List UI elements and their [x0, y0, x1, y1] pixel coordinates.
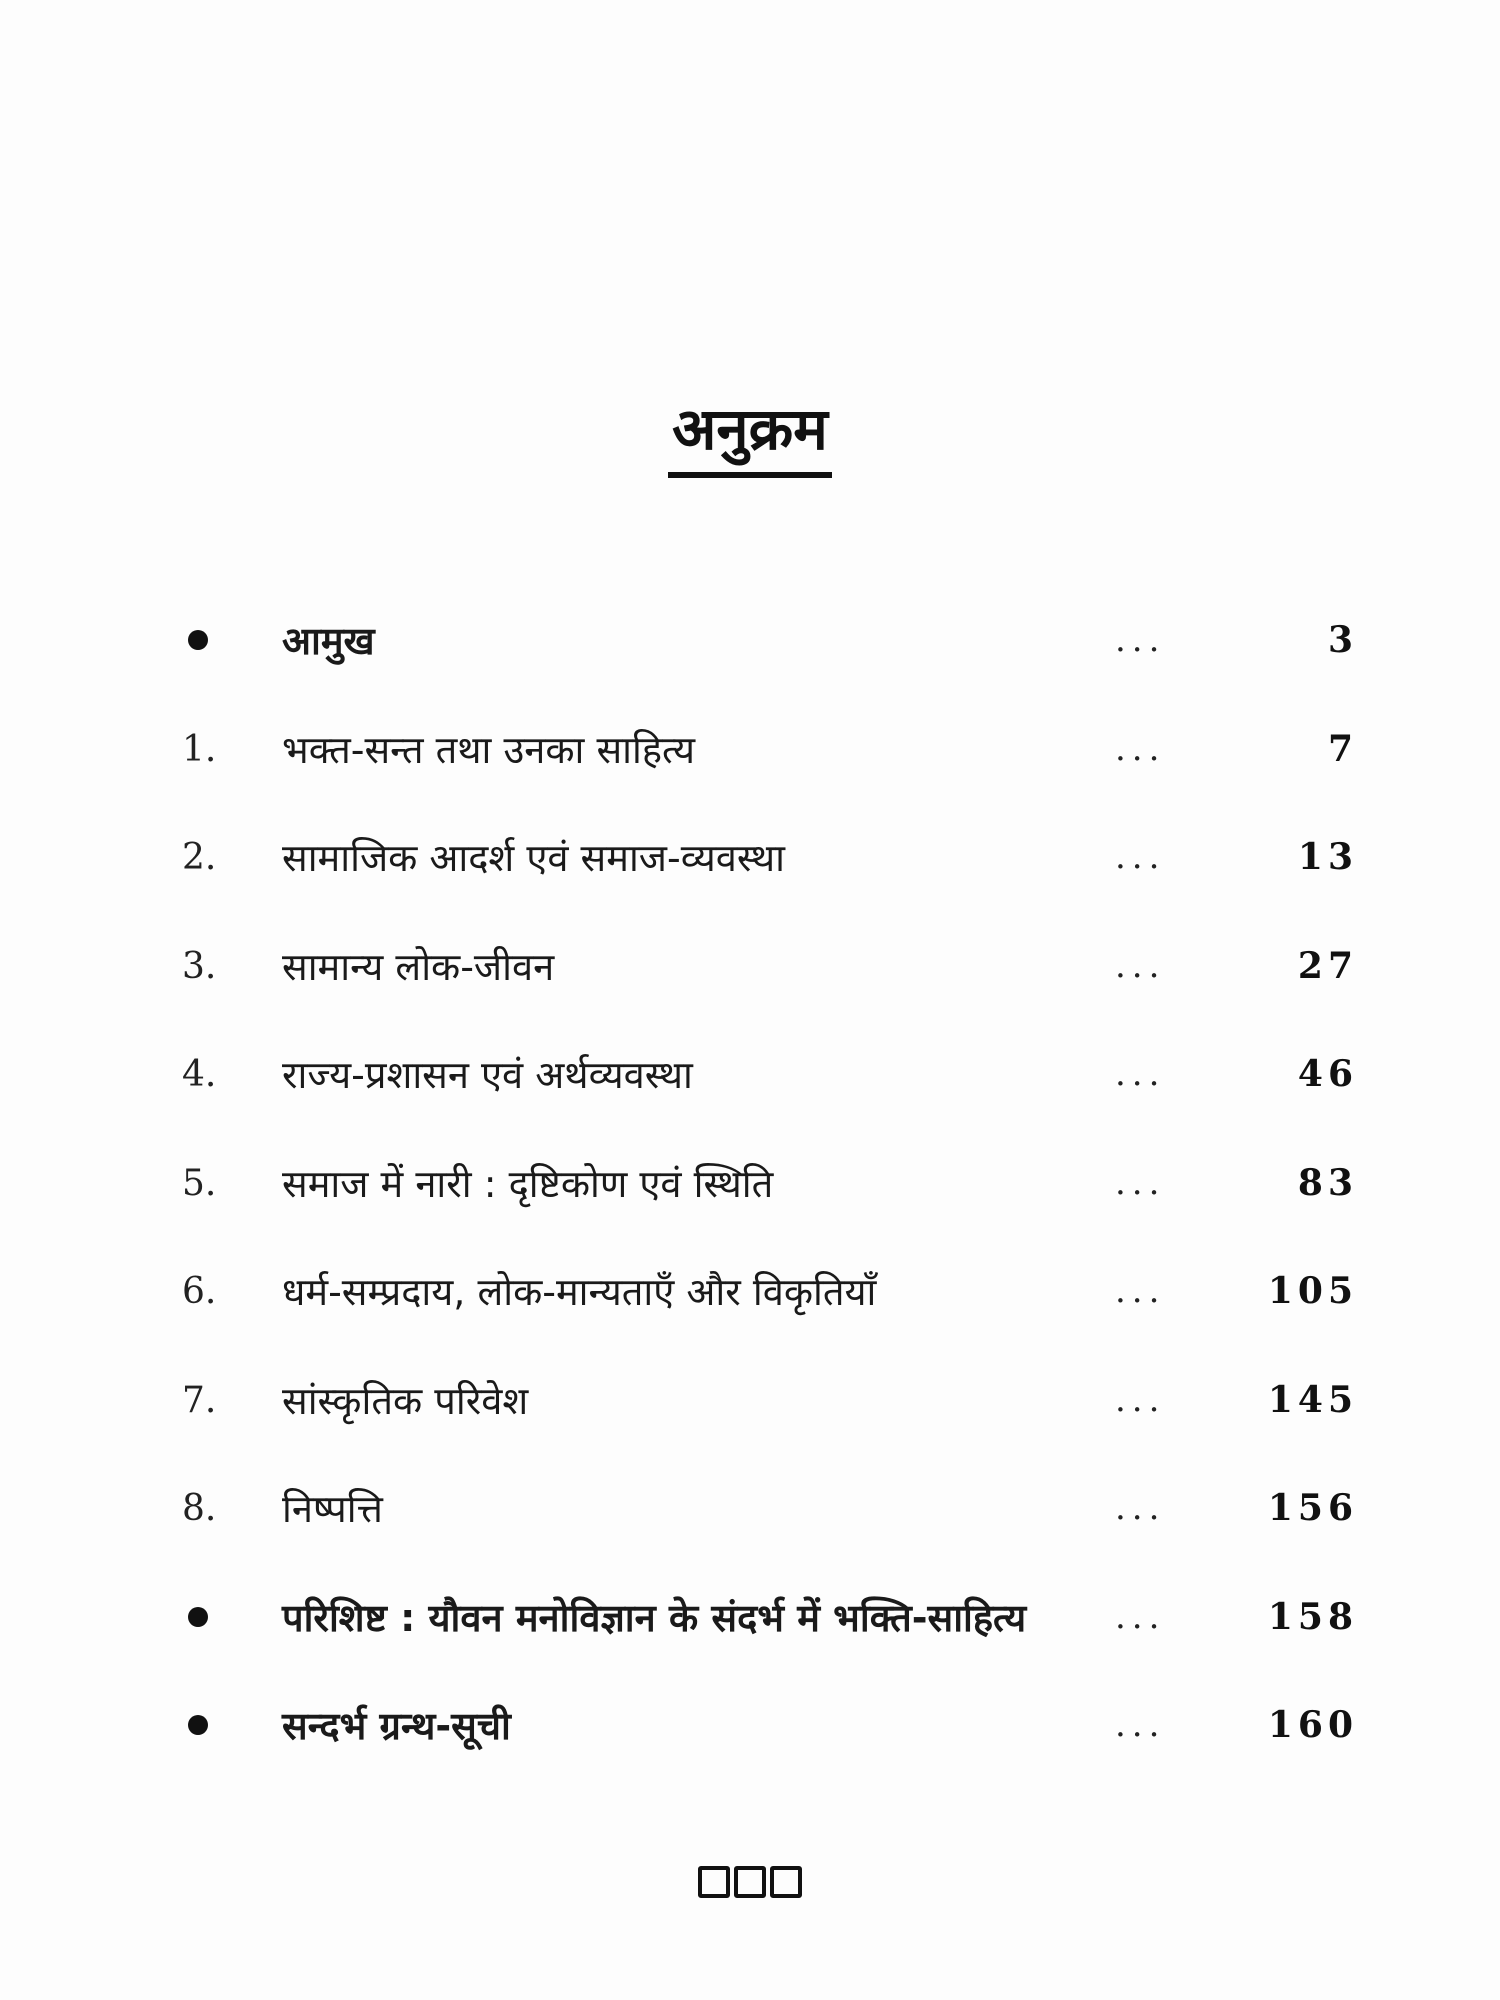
chapter-number: 6.: [182, 1270, 217, 1312]
end-box: [770, 1866, 802, 1898]
page-title: अनुक्रम: [668, 398, 832, 478]
toc-entry: [0, 1365, 1500, 1435]
toc-entry-title: सामाजिक आदर्श एवं समाज-व्यवस्था: [282, 836, 786, 880]
chapter-number: 7.: [182, 1379, 217, 1421]
chapter-number: 2.: [182, 836, 217, 878]
chapter-number: 8.: [182, 1487, 217, 1529]
leader-dots: ...: [1115, 1597, 1166, 1637]
leader-dots: ...: [1115, 1380, 1166, 1420]
leader-dots: ...: [1115, 1054, 1166, 1094]
toc-entry-title: निष्पत्ति: [282, 1487, 383, 1531]
toc-entry-title: आमुख: [282, 619, 375, 663]
bullet-icon: [182, 605, 252, 675]
toc-entry-title: सामान्य लोक-जीवन: [282, 945, 555, 989]
end-box: [698, 1866, 730, 1898]
bullet-dot: [188, 630, 208, 650]
page-number: 160: [1267, 1704, 1358, 1746]
leader-dots: ...: [1115, 837, 1166, 877]
page-number: 145: [1267, 1379, 1358, 1421]
toc-entry: [0, 1582, 1500, 1652]
leader-dots: ...: [1115, 1705, 1166, 1745]
end-box: [734, 1866, 766, 1898]
toc-entry: [0, 822, 1500, 892]
page-number: 7: [1327, 728, 1358, 770]
toc-entry: [0, 1039, 1500, 1109]
toc-entry-title: सांस्कृतिक परिवेश: [282, 1379, 529, 1423]
leader-dots: ...: [1115, 1488, 1166, 1528]
chapter-number: 1.: [182, 728, 217, 770]
chapter-number: 5.: [182, 1162, 217, 1204]
page-number: 46: [1297, 1053, 1358, 1095]
page-number: 13: [1297, 836, 1358, 878]
toc-entry: [0, 605, 1500, 675]
leader-dots: ...: [1115, 729, 1166, 769]
toc-entry-title: परिशिष्ट : यौवन मनोविज्ञान के संदर्भ में भक्ति-साहित्य: [282, 1596, 1027, 1640]
page-number: 3: [1327, 619, 1358, 661]
toc-entry-title: भक्त-सन्त तथा उनका साहित्य: [282, 728, 696, 772]
toc-entry-title: सन्दर्भ ग्रन्थ-सूची: [282, 1704, 511, 1748]
toc-entry-title: धर्म-सम्प्रदाय, लोक-मान्यताएँ और विकृतियाँ: [282, 1270, 877, 1314]
toc-entry: [0, 931, 1500, 1001]
toc-entry: [0, 1473, 1500, 1543]
page-number: 158: [1267, 1596, 1358, 1638]
page-number: 105: [1267, 1270, 1358, 1312]
toc-entry-title: राज्य-प्रशासन एवं अर्थव्यवस्था: [282, 1053, 693, 1097]
toc-entry: [0, 1690, 1500, 1760]
leader-dots: ...: [1115, 1163, 1166, 1203]
chapter-number: 4.: [182, 1053, 217, 1095]
bullet-icon: [182, 1690, 252, 1760]
page-number: 27: [1297, 945, 1358, 987]
bullet-icon: [182, 1582, 252, 1652]
bullet-dot: [188, 1715, 208, 1735]
page-number: 156: [1267, 1487, 1358, 1529]
bullet-dot: [188, 1607, 208, 1627]
leader-dots: ...: [1115, 1271, 1166, 1311]
end-of-section-boxes-icon: [0, 1866, 1500, 1898]
toc-entry: [0, 1256, 1500, 1326]
page-number: 83: [1297, 1162, 1358, 1204]
toc-entry-title: समाज में नारी : दृष्टिकोण एवं स्थिति: [282, 1162, 774, 1206]
chapter-number: 3.: [182, 945, 217, 987]
toc-entry: [0, 1148, 1500, 1218]
leader-dots: ...: [1115, 620, 1166, 660]
toc-entry: [0, 714, 1500, 784]
leader-dots: ...: [1115, 946, 1166, 986]
